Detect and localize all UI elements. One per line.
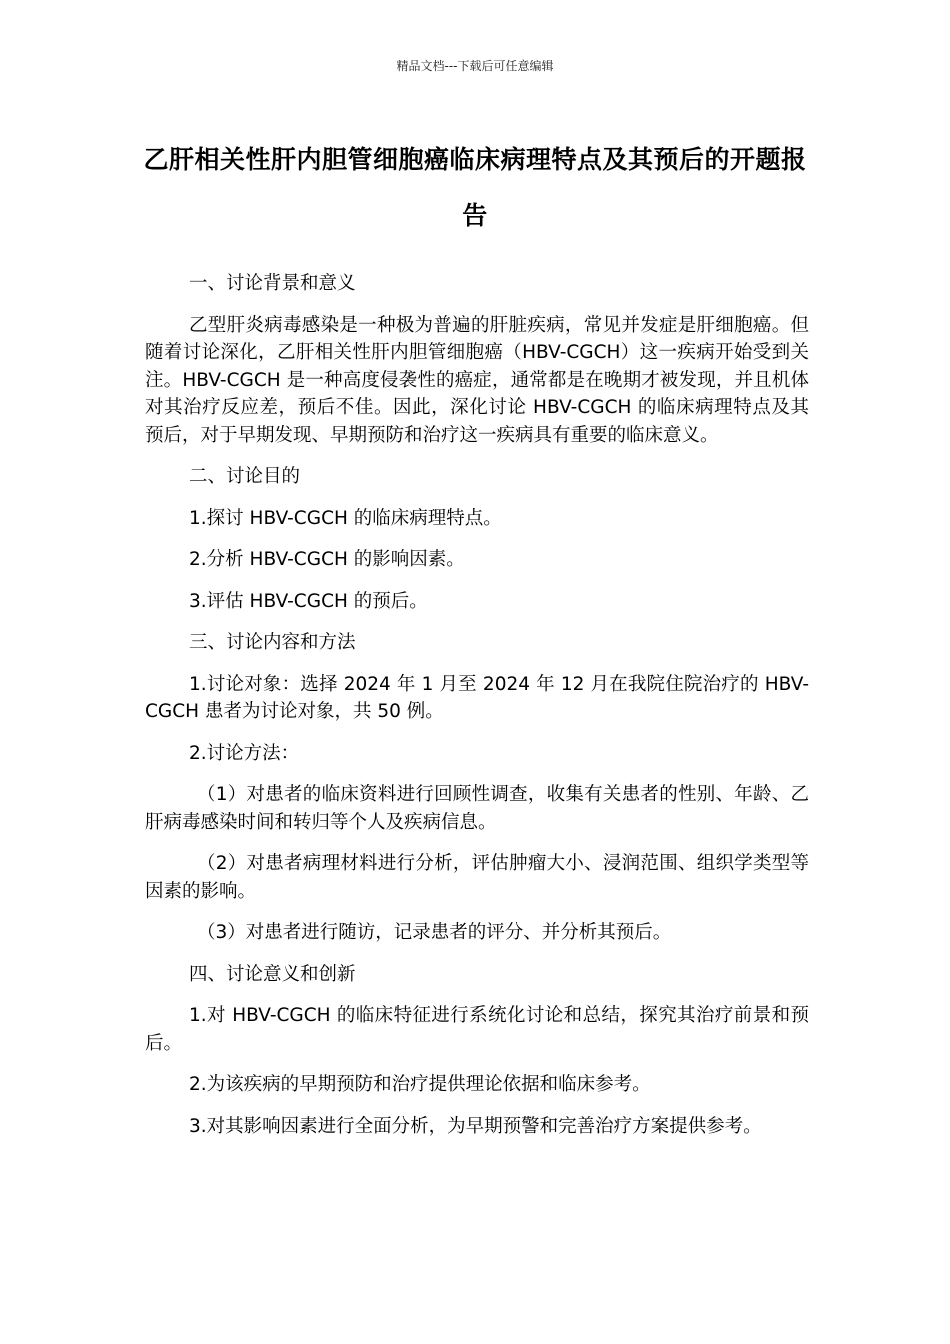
- significance-item: 2.为该疾病的早期预防和治疗提供理论依据和临床参考。: [189, 1074, 651, 1095]
- document-body: [145, 270, 809, 1154]
- significance-item: 3.对其影响因素进行全面分析，为早期预警和完善治疗方案提供参考。: [189, 1115, 762, 1137]
- methods-approach-label: 2.讨论方法：: [189, 742, 300, 764]
- methods-subjects: 1.讨论对象：选择 2024 年 1 月至 2024 年 12 月在我院住院治疗的 HBV-CGCH 患者为讨论对象，共 50 例。: [145, 673, 809, 722]
- method-step: （2）对患者病理材料进行分析，评估肿瘤大小、浸润范围、组织学类型等因素的影响。: [145, 853, 809, 902]
- section-heading-background: 一、讨论背景和意义: [189, 273, 356, 294]
- section-heading-objectives: 二、讨论目的: [189, 466, 301, 487]
- significance-item: 1.对 HBV-CGCH 的临床特征进行系统化讨论和总结，探究其治疗前景和预后。: [145, 1005, 809, 1054]
- objective-item: 2.分析 HBV-CGCH 的影响因素。: [189, 549, 465, 570]
- objective-item: 3.评估 HBV-CGCH 的预后。: [189, 590, 428, 612]
- objective-item: 1.探讨 HBV-CGCH 的临床病理特点。: [189, 507, 502, 529]
- section-heading-methods: 三、讨论内容和方法: [189, 632, 356, 653]
- method-step: （1）对患者的临床资料进行回顾性调查，收集有关患者的性别、年龄、乙肝病毒感染时间和转归等个人及疾病信息。: [145, 784, 809, 833]
- background-paragraph: 乙型肝炎病毒感染是一种极为普遍的肝脏疾病，常见并发症是肝细胞癌。但随着讨论深化，乙肝相关性肝内胆管细胞癌（HBV-CGCH）这一疾病开始受到关注。HBV-CGCH 是一种高度侵袭性的癌症，通常都是在晚期才被发现，并且机体对其治疗反应差，预后不佳。因此，深化讨论 HBV-CGCH 的临床病理特点及其预后，对于早期发现、早期预防和治疗这一疾病具有重要的临床意义。: [145, 314, 809, 446]
- header-note: 精品文档---下载后可任意编辑: [396, 59, 554, 73]
- document-title: 乙肝相关性肝内胆管细胞癌临床病理特点及其预后的开题报告: [143, 145, 807, 230]
- section-heading-significance: 四、讨论意义和创新: [189, 963, 356, 985]
- method-step: （3）对患者进行随访，记录患者的评分、并分析其预后。: [197, 922, 672, 943]
